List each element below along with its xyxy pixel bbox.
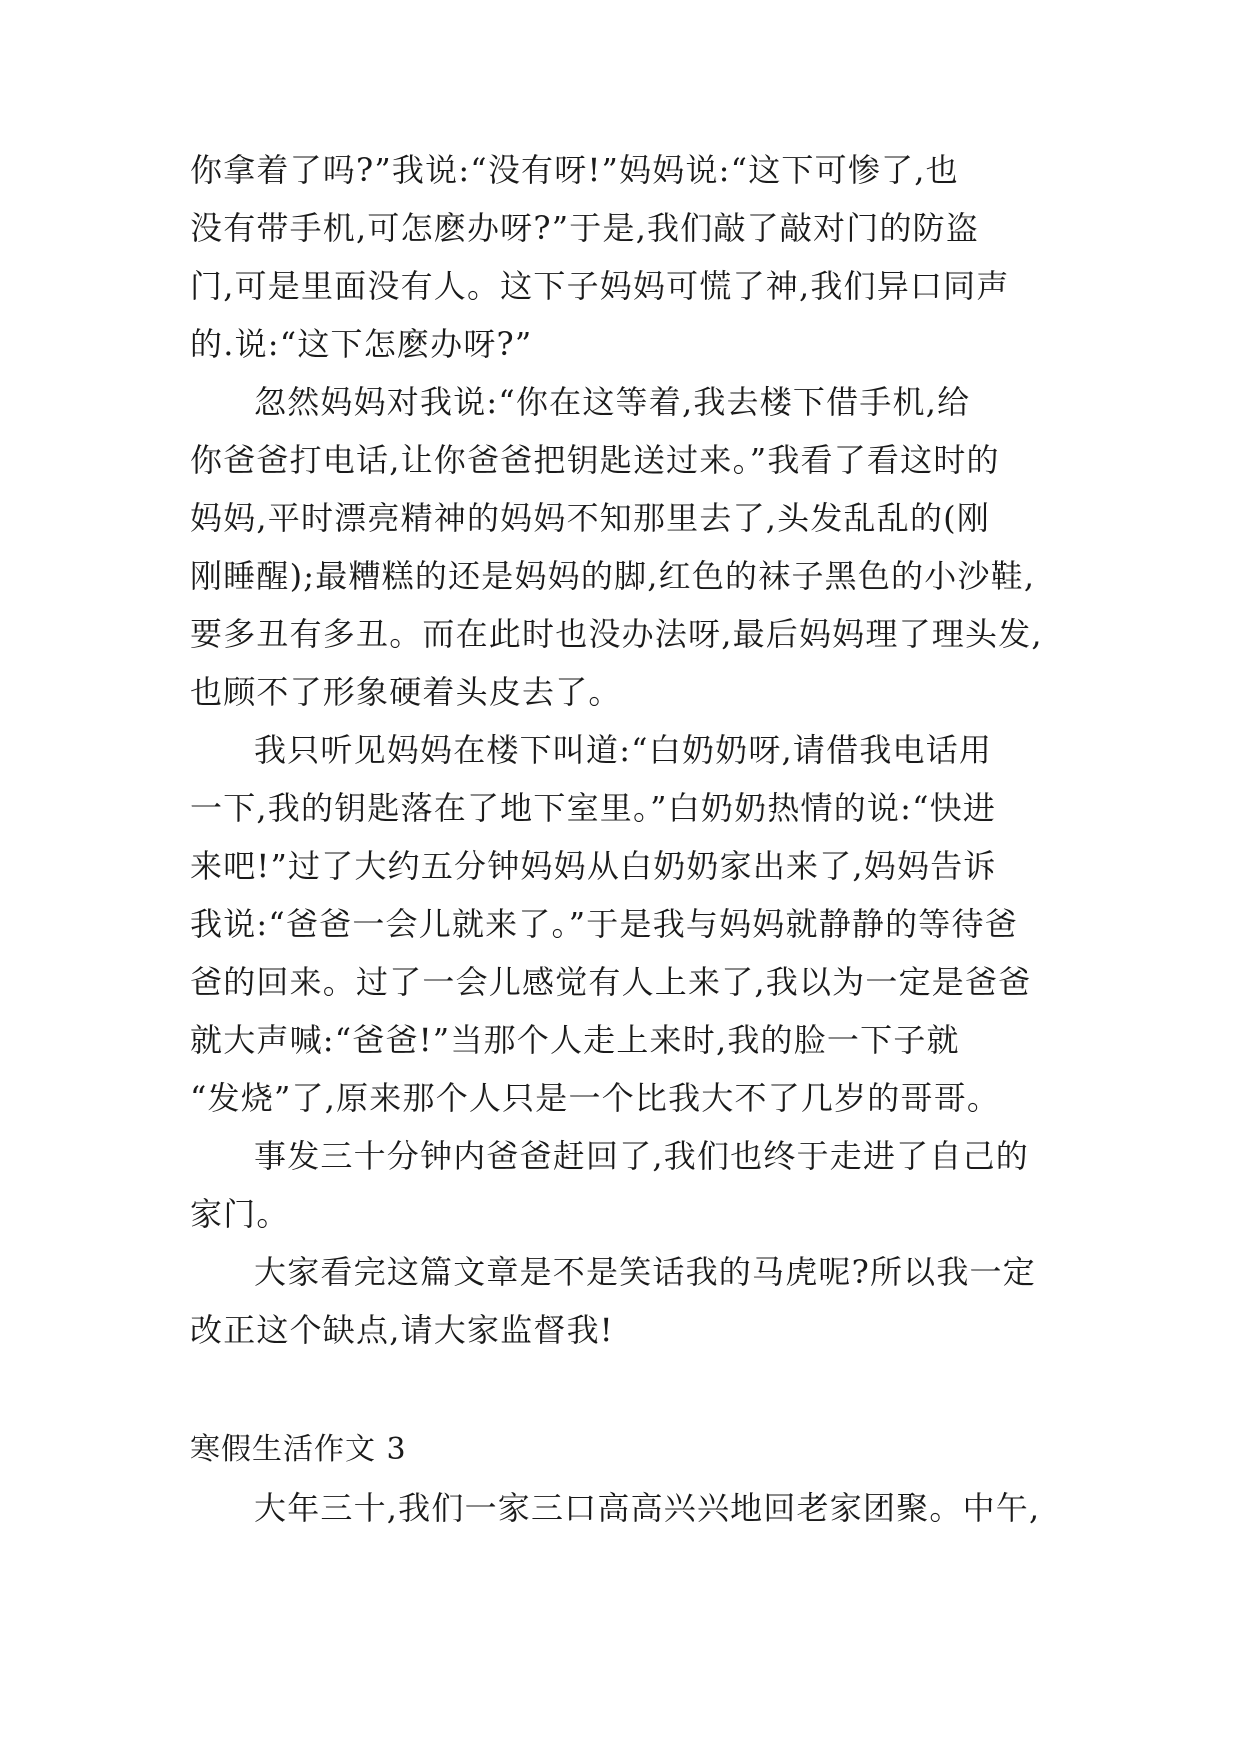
text-line: 你拿着了吗?”我说:“没有呀!”妈妈说:“这下可惨了,也	[190, 151, 959, 189]
paragraph-start: 我只听见妈妈在楼下叫道:“白奶奶呀,请借我电话用	[254, 731, 993, 769]
paragraph-start: 事发三十分钟内爸爸赶回了,我们也终于走进了自己的	[254, 1137, 1029, 1175]
paragraph-start: 忽然妈妈对我说:“你在这等着,我去楼下借手机,给	[254, 383, 971, 421]
paragraph-start: 大年三十,我们一家三口高高兴兴地回老家团聚。中午,	[254, 1489, 1041, 1527]
text-line: 你爸爸打电话,让你爸爸把钥匙送过来。”我看了看这时的	[190, 441, 1000, 479]
text-line: 家门。	[190, 1195, 290, 1233]
text-line: 门,可是里面没有人。这下子妈妈可慌了神,我们异口同声	[190, 267, 1010, 305]
text-line: 爸的回来。过了一会儿感觉有人上来了,我以为一定是爸爸	[190, 963, 1032, 1001]
text-line: 要多丑有多丑。而在此时也没办法呀,最后妈妈理了理头发,	[190, 615, 1043, 653]
text-line: 来吧!”过了大约五分钟妈妈从白奶奶家出来了,妈妈告诉	[190, 847, 997, 885]
text-line: 也顾不了形象硬着头皮去了。	[190, 673, 622, 711]
text-line: 我说:“爸爸一会儿就来了。”于是我与妈妈就静静的等待爸	[190, 905, 1018, 943]
text-line: 一下,我的钥匙落在了地下室里。”白奶奶热情的说:“快进	[190, 789, 997, 827]
text-line: 没有带手机,可怎麽办呀?”于是,我们敲了敲对门的防盗	[190, 209, 980, 247]
paragraph-start: 大家看完这篇文章是不是笑话我的马虎呢?所以我一定	[254, 1253, 1036, 1291]
text-line: 的.说:“这下怎麽办呀?”	[190, 325, 533, 363]
section-heading: 寒假生活作文 3	[190, 1432, 407, 1467]
text-line: 刚睡醒);最糟糕的还是妈妈的脚,红色的袜子黑色的小沙鞋,	[190, 557, 1036, 595]
text-line: “发烧”了,原来那个人只是一个比我大不了几岁的哥哥。	[190, 1079, 1001, 1117]
text-line: 改正这个缺点,请大家监督我!	[190, 1311, 614, 1349]
text-line: 就大声喊:“爸爸!”当那个人走上来时,我的脸一下子就	[190, 1021, 960, 1059]
text-line: 妈妈,平时漂亮精神的妈妈不知那里去了,头发乱乱的(刚	[190, 499, 991, 537]
